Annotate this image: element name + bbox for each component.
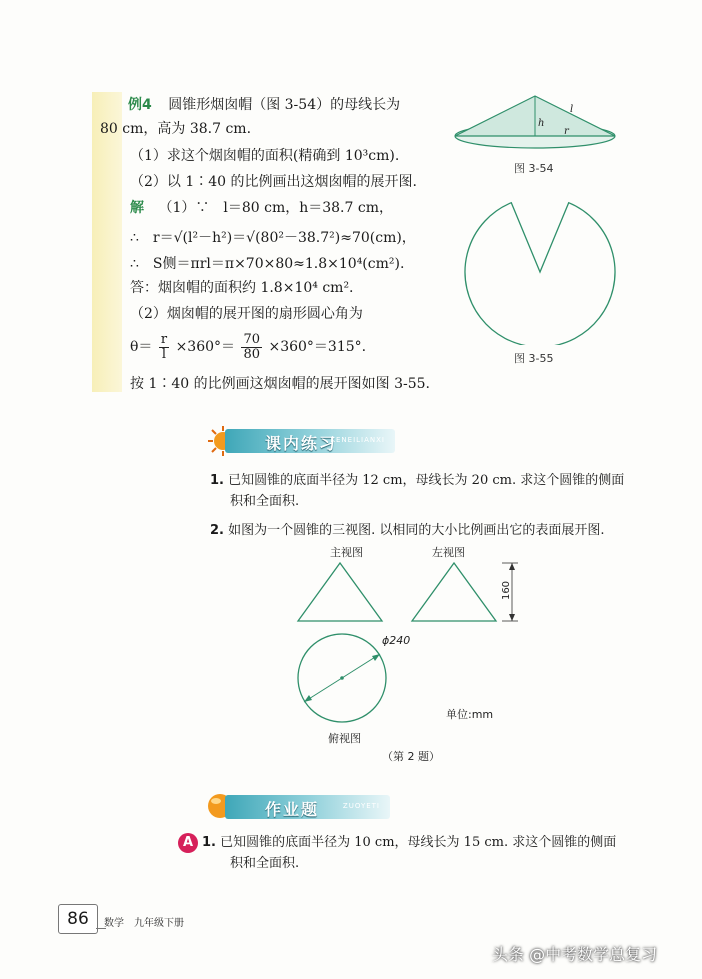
homework-q1-number: 1. (202, 835, 216, 850)
example-line-1 (128, 95, 400, 115)
practice-subtitle: KENEILIANXI (330, 436, 385, 444)
example-text-1: 圆锥形烟囱帽（图 3-54）的母线长为 (168, 97, 401, 113)
times-360-a: ×360°＝ (175, 339, 236, 355)
example-label: 例4 (128, 97, 152, 113)
front-view-label: 主视图 (330, 546, 363, 559)
figure-3-54-cone (450, 88, 620, 158)
watermark: 头条 @中考数学总复习 (492, 945, 658, 964)
solution-answer: 答：烟囱帽的面积约 1.8×10⁴ cm². (130, 280, 354, 296)
practice-q1-line-2: 积和全面积. (230, 494, 300, 509)
figure-3-54-caption: 图 3-54 (514, 162, 554, 175)
fraction-r-over-l (159, 333, 169, 362)
left-view-label: 左视图 (432, 546, 465, 559)
solution-line-1 (130, 198, 393, 218)
practice-banner (225, 429, 395, 453)
times-360-b: ×360°＝315°. (268, 339, 367, 355)
figure-3-55-sector (455, 195, 625, 345)
page-number: 86 (58, 904, 98, 934)
theta-prefix: θ＝ (130, 339, 153, 355)
unit-label: 单位:mm (446, 708, 494, 721)
homework-title: 作业题 (265, 800, 320, 819)
homework-question-1 (202, 832, 616, 854)
top-view-circle (292, 628, 392, 728)
fraction-denominator-80: 80 (243, 346, 261, 362)
solution-line-2: ∴ r＝√(l²－h²)＝√(80²－38.7²)≈70(cm)， (130, 230, 416, 246)
practice-title: 课内练习 (265, 434, 338, 453)
question-2-caption: （第 2 题） (382, 750, 440, 763)
homework-banner (225, 795, 390, 819)
fraction-numerator-70: 70 (243, 331, 261, 347)
practice-q1-number: 1. (210, 473, 224, 488)
solution-text-1: （1）∵ l＝80 cm，h＝38.7 cm， (158, 200, 393, 216)
three-views-triangles (290, 555, 530, 630)
height-label: 160 (501, 580, 513, 601)
practice-question-1 (210, 470, 624, 492)
practice-q1-text: 已知圆锥的底面半径为 12 cm，母线长为 20 cm. 求这个圆锥的侧面 (228, 473, 625, 488)
label-l: l (570, 104, 574, 115)
top-view-label: 俯视图 (328, 732, 361, 745)
solution-line-3: ∴ S侧＝πrl＝π×70×80≈1.8×10⁴(cm²). (130, 256, 405, 272)
left-view-triangle (412, 563, 496, 621)
solution-line-5: （2）烟囱帽的展开图的扇形圆心角为 (130, 306, 363, 322)
fraction-numerator-r: r (160, 331, 168, 347)
example-line-2: 80 cm，高为 38.7 cm. (100, 121, 252, 137)
sector-shape (465, 203, 615, 345)
homework-subtitle: ZUOYETI (342, 802, 380, 810)
diameter-label: ϕ240 (382, 634, 411, 647)
practice-q2-number: 2. (210, 523, 224, 538)
front-view-triangle (298, 563, 382, 621)
homework-q1-text: 已知圆锥的底面半径为 10 cm，母线长为 15 cm. 求这个圆锥的侧面 (220, 835, 617, 850)
label-r: r (564, 126, 569, 137)
solution-label: 解 (130, 200, 144, 216)
practice-q2-text: 如图为一个圆锥的三视图. 以相同的大小比例画出它的表面展开图. (228, 523, 605, 538)
level-a-badge: A (178, 833, 198, 853)
solution-line-7: 按 1∶40 的比例画这烟囱帽的展开图如图 3-55. (130, 376, 430, 392)
solution-theta-line (130, 330, 366, 364)
figure-3-55-caption: 图 3-55 (514, 352, 554, 365)
practice-question-2 (210, 520, 605, 542)
fraction-70-over-80 (241, 333, 262, 362)
homework-q1-line-2: 积和全面积. (230, 856, 300, 871)
example-question-1: （1）求这个烟囱帽的面积(精确到 10³cm). (130, 148, 400, 164)
example-question-2: （2）以 1∶40 的比例画出这烟囱帽的展开图. (130, 174, 417, 190)
label-h: h (538, 118, 545, 129)
book-title: 数学 九年级下册 (104, 918, 184, 929)
fraction-denominator-l: l (161, 346, 167, 362)
